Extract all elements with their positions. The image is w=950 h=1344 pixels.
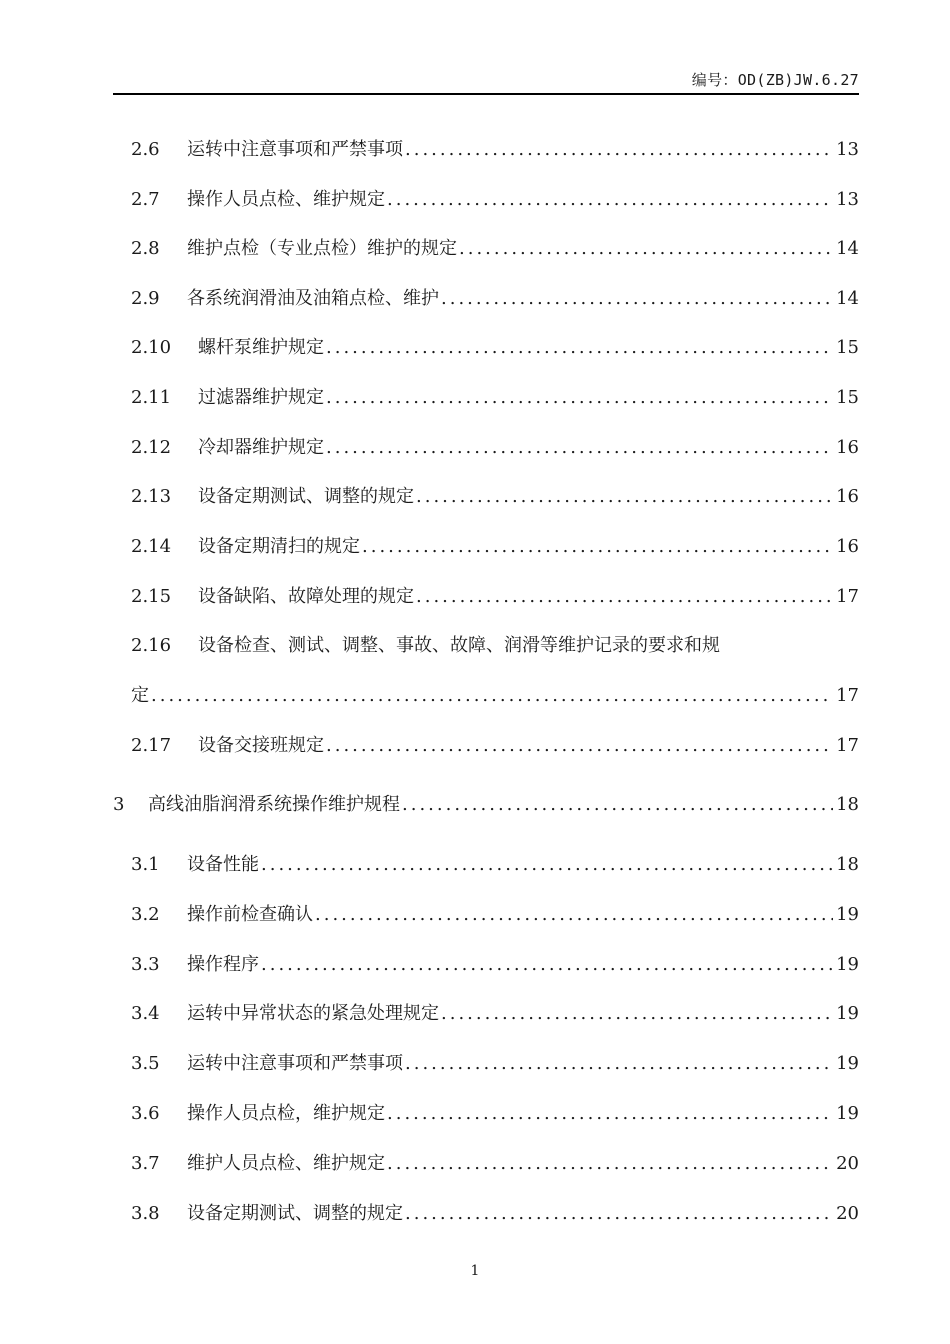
- toc-entry-page: 15: [836, 337, 859, 358]
- dot-leader: [387, 1151, 833, 1177]
- toc-entry-title: 操作人员点检，维护规定: [187, 1103, 385, 1124]
- toc-entry-title: 操作人员点检、维护规定: [187, 189, 385, 210]
- toc-entry-page: 18: [836, 854, 859, 875]
- toc-entry-2-10[interactable]: [131, 335, 859, 361]
- dot-leader: [402, 792, 833, 818]
- toc-entry-number: 3.5: [131, 1053, 160, 1074]
- toc-entry-2-16-line1[interactable]: [131, 633, 871, 659]
- dot-leader: [326, 733, 833, 759]
- toc-entry-2-6[interactable]: [131, 137, 859, 163]
- toc-entry-number: 2.15: [131, 586, 172, 607]
- toc-entry-3-8[interactable]: [131, 1201, 859, 1227]
- toc-entry-title: 运转中注意事项和严禁事项: [187, 1053, 403, 1074]
- toc-entry-page: 17: [836, 735, 859, 756]
- toc-entry-page: 19: [836, 1103, 859, 1124]
- dot-leader: [362, 534, 833, 560]
- toc-entry-number: 2.10: [131, 337, 172, 358]
- toc-entry-page: 13: [836, 189, 859, 210]
- dot-leader: [261, 952, 833, 978]
- dot-leader: [315, 902, 833, 928]
- toc-entry-2-13[interactable]: [131, 484, 859, 510]
- toc-entry-title: 维护点检（专业点检）维护的规定: [187, 238, 457, 259]
- toc-entry-number: 2.17: [131, 735, 172, 756]
- toc-entry-2-7[interactable]: [131, 187, 859, 213]
- toc-entry-number: 3.8: [131, 1203, 160, 1224]
- toc-entry-page: 20: [836, 1153, 859, 1174]
- toc-entry-page: 19: [836, 904, 859, 925]
- dot-leader: [405, 1051, 833, 1077]
- dot-leader: [459, 236, 833, 262]
- toc-entry-title: 冷却器维护规定: [198, 437, 324, 458]
- toc-entry-number: 2.14: [131, 536, 172, 557]
- dot-leader: [405, 1201, 833, 1227]
- toc-entry-page: 16: [836, 437, 859, 458]
- toc-entry-number: 2.12: [131, 437, 172, 458]
- toc-entry-3-6[interactable]: [131, 1101, 859, 1127]
- toc-entry-number: 2.8: [131, 238, 160, 259]
- toc-entry-number: 2.9: [131, 288, 160, 309]
- toc-entry-title-continued: 定: [131, 685, 149, 706]
- toc-entry-number: 2.11: [131, 387, 172, 408]
- toc-entry-title: 设备定期清扫的规定: [198, 536, 360, 557]
- toc-entry-3-7[interactable]: [131, 1151, 859, 1177]
- toc-entry-page: 19: [836, 954, 859, 975]
- toc-entry-page: 16: [836, 536, 859, 557]
- dot-leader: [326, 435, 833, 461]
- toc-entry-3-5[interactable]: [131, 1051, 859, 1077]
- toc-entry-page: 14: [836, 238, 859, 259]
- toc-entry-number: 2.13: [131, 486, 172, 507]
- toc-entry-number: 2.7: [131, 189, 160, 210]
- toc-entry-page: 20: [836, 1203, 859, 1224]
- toc-chapter-3[interactable]: [113, 792, 859, 818]
- dot-leader: [326, 335, 833, 361]
- toc-entry-page: 13: [836, 139, 859, 160]
- toc-entry-2-16-line2[interactable]: [131, 683, 859, 709]
- toc-entry-title: 各系统润滑油及油箱点检、维护: [187, 288, 439, 309]
- toc-entry-2-9[interactable]: [131, 286, 859, 312]
- toc-entry-2-14[interactable]: [131, 534, 859, 560]
- toc-entry-number: 3.1: [131, 854, 160, 875]
- toc-entry-3-2[interactable]: [131, 902, 859, 928]
- toc-entry-number: 3.7: [131, 1153, 160, 1174]
- toc-entry-number: 2.6: [131, 139, 160, 160]
- dot-leader: [261, 852, 833, 878]
- toc-entry-page: 14: [836, 288, 859, 309]
- toc-entry-title: 螺杆泵维护规定: [198, 337, 324, 358]
- toc-entry-title: 过滤器维护规定: [198, 387, 324, 408]
- dot-leader: [387, 1101, 833, 1127]
- toc-entry-page: 19: [836, 1003, 859, 1024]
- toc-entry-title: 设备缺陷、故障处理的规定: [198, 586, 414, 607]
- toc-entry-title: 设备性能: [187, 854, 259, 875]
- toc-entry-page: 17: [836, 586, 859, 607]
- toc-entry-page: 17: [836, 685, 859, 706]
- dot-leader: [416, 484, 833, 510]
- page-footer: [0, 1262, 950, 1280]
- toc-entry-page: 19: [836, 1053, 859, 1074]
- toc-entry-title: 运转中异常状态的紧急处理规定: [187, 1003, 439, 1024]
- toc-entry-number: 2.16: [131, 635, 172, 656]
- toc-entry-2-8[interactable]: [131, 236, 859, 262]
- toc-chapter-number: 3: [113, 794, 125, 815]
- toc-chapter-title: 高线油脂润滑系统操作维护规程: [148, 794, 400, 815]
- toc-entry-number: 3.2: [131, 904, 160, 925]
- toc-entry-page: 15: [836, 387, 859, 408]
- dot-leader: [405, 137, 833, 163]
- dot-leader: [326, 385, 833, 411]
- toc-entry-title: 设备检查、测试、调整、事故、故障、润滑等维护记录的要求和规: [198, 635, 720, 656]
- toc-entry-title: 操作前检查确认: [187, 904, 313, 925]
- toc-entry-number: 3.3: [131, 954, 160, 975]
- toc-entry-number: 3.6: [131, 1103, 160, 1124]
- toc-entry-3-1[interactable]: [131, 852, 859, 878]
- toc-entry-2-17[interactable]: [131, 733, 859, 759]
- toc-entry-page: 16: [836, 486, 859, 507]
- dot-leader: [441, 1001, 833, 1027]
- toc-entry-title: 运转中注意事项和严禁事项: [187, 139, 403, 160]
- toc-entry-title: 操作程序: [187, 954, 259, 975]
- toc-entry-title: 维护人员点检、维护规定: [187, 1153, 385, 1174]
- toc-entry-title: 设备定期测试、调整的规定: [187, 1203, 403, 1224]
- toc-entry-page: 18: [836, 794, 859, 815]
- dot-leader: [151, 683, 833, 709]
- dot-leader: [416, 584, 833, 610]
- document-code: 编号：OD(ZB)JW.6.27: [691, 71, 859, 89]
- toc-entry-number: 3.4: [131, 1003, 160, 1024]
- page-number: 1: [470, 1263, 480, 1279]
- toc-entry-2-11[interactable]: [131, 385, 859, 411]
- toc-entry-2-15[interactable]: [131, 584, 859, 610]
- toc-entry-title: 设备交接班规定: [198, 735, 324, 756]
- toc-entry-title: 设备定期测试、调整的规定: [198, 486, 414, 507]
- dot-leader: [441, 286, 833, 312]
- toc-entry-2-12[interactable]: [131, 435, 859, 461]
- toc-entry-3-3[interactable]: [131, 952, 859, 978]
- dot-leader: [387, 187, 833, 213]
- toc-entry-3-4[interactable]: [131, 1001, 859, 1027]
